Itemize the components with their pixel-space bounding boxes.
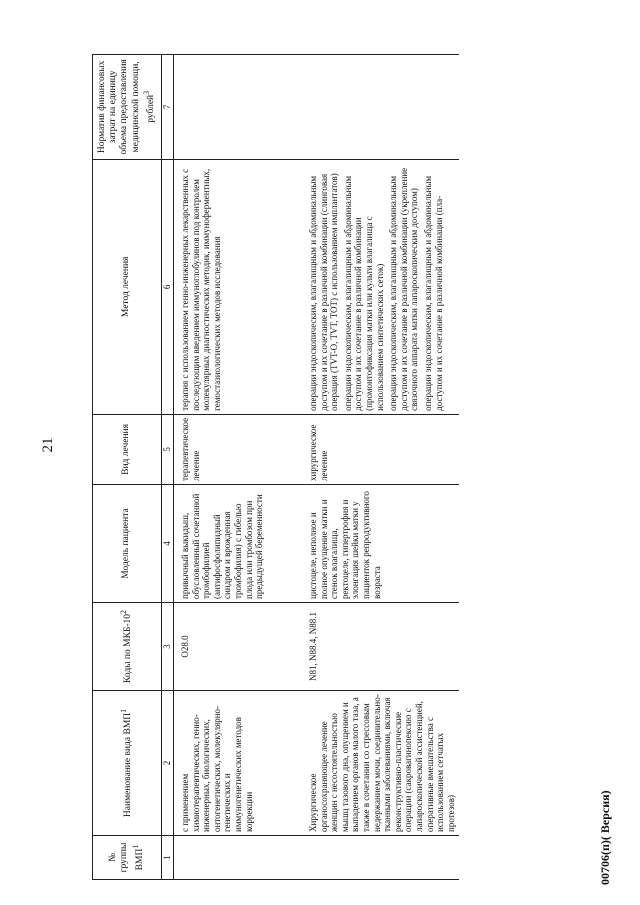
method-item: операции эндоскопическим, влагалищным и абдоминальным доступом и их сочетание в различной комбинации (слинговая операция (TVT-O, TVT, TOT) с использованием имплантатов) [308, 173, 340, 411]
cell-name: с применением химиотерапевтических, генно-инженерных, биологических, онтогенетических, молекулярно-генетических и иммуногенетических методов коррекции [174, 691, 303, 836]
col-header-name: Наименование вида ВМП$^1$ [93, 691, 162, 836]
col-number-5: 5 [162, 414, 174, 484]
cell-norm [302, 54, 459, 159]
page-number: 21 [40, 437, 56, 453]
col-header-mkb: Коды по МКБ-$10^2$ [93, 603, 162, 691]
cell-name: Хирургическое органосохраняющее лечение женщин с несостоятельностью мышц тазового дна, опущением и выпадением органов малого таза, а также в сочетании со стрессовым недержанием мочи, соединительно-тканными заболеваниями, включая реконструктивно-пластические операции (сакровагинопексию с лапароскопической ассистенцией, оперативные вмешательства с использованием сетчатых протезов) [302, 691, 459, 836]
cell-group [302, 836, 459, 880]
col-number-4: 4 [162, 485, 174, 603]
vmp-table [92, 54, 459, 880]
cell-method: терапия с использованием генно-инженерных лекарственных с последующим введением иммуноглобулинов под контролем молекулярных диагностических методик, иммуноферментных, гемостазиологических методов исследования [174, 159, 303, 414]
cell-type: терапевтическое лечение [174, 414, 303, 484]
cell-type: хирургическое лечение [302, 414, 459, 484]
col-number-3: 3 [162, 603, 174, 691]
cell-group [174, 836, 303, 880]
col-number-7: 7 [162, 54, 174, 159]
cell-mkb: N81, N88.4, N88.1 [302, 603, 459, 691]
method-item: операции эндоскопическим, влагалищным и абдоминальным доступом и их сочетание в различной комбинации (пла- [423, 175, 444, 411]
col-number-2: 2 [162, 691, 174, 836]
col-number-1: 1 [162, 836, 174, 880]
col-number-6: 6 [162, 159, 174, 414]
cell-patient: привычный выкидыш, обусловленный сочетанной тромбофилией (антифосфолипидный синдром и врожденная тромбофилия) с гибелью плода или тромбозом при предыдущей беременности [174, 485, 303, 603]
header-row [93, 54, 162, 879]
col-header-type: Вид лечения [93, 414, 162, 484]
col-header-group: № группы ВМП$^1$ [93, 836, 162, 880]
col-header-patient: Модель пациента [93, 485, 162, 603]
footer-code: 00706(п)( Версия) [598, 790, 612, 885]
cell-patient: цистоцеле, неполное и полное опущение матки и стенок влагалища, ректоцеле, гипертрофия и элонгация шейки матки у пациенток репродуктивного возраста [302, 485, 459, 603]
col-header-norm: Норматив финансовых затрат на единицу объема предоставления медицинской помощи, рублей$^3$ [93, 54, 162, 159]
col-header-method: Метод лечения [93, 159, 162, 414]
table-row [174, 54, 303, 879]
method-item: операции эндоскопическим, влагалищным и абдоминальным доступом и их сочетание в различной комбинации (укрепление связочного аппарата матки лапароскопическим доступом) [388, 167, 420, 411]
cell-mkb: O28.0 [174, 603, 303, 691]
column-number-row [162, 54, 174, 879]
cell-method [302, 159, 459, 414]
table-row [302, 54, 459, 879]
cell-norm [174, 54, 303, 159]
method-item: операции эндоскопическим, влагалищным и абдоминальным доступом и их сочетание в различной комбинации (промонтофиксация матки или культи влагалища с использованием синтетических сеток) [342, 175, 385, 411]
